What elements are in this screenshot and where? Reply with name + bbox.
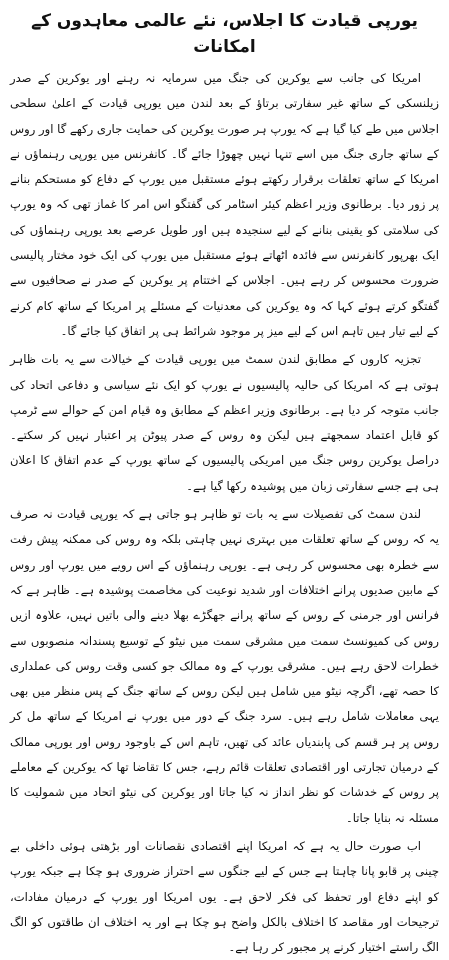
article-paragraph: اب صورت حال یہ ہے کہ امریکا اپنے اقتصادی نقصانات اور بڑھتی ہوئی داخلی بے چینی پر قابو پانا چاہتا ہے جس کے لیے جنگوں سے احتراز ضروری ہو چکا ہے جبکہ یورپ کو اپنے دفاع اور تحفظ کی فکر لاحق ہے۔ یوں امریکا اور یورپ کے درمیان مفادات، ترجیحات اور مقاصد کا اختلاف بالکل واضح ہو چکا ہے اور یہ اختلاف ان طاقتوں کو الگ الگ راستے اختیار کرنے پر مجبور کر رہا ہے۔	[10, 838, 439, 955]
article-title: یورپی قیادت کا اجلاس، نئے عالمی معاہدوں کے امکانات	[31, 11, 418, 57]
article-paragraph: امریکا کی جانب سے یوکرین کی جنگ میں سرمایہ نہ رہنے اور یوکرین کے صدر زیلنسکی کے ساتھ غیر سفارتی برتاؤ کے بعد لندن میں یورپی قیادت کے اعلیٰ سطحی اجلاس میں طے کیا گیا ہے کہ یورپ ہر صورت یوکرین کی حمایت جاری رکھے گا اور روس کے ساتھ جاری جنگ میں اسے تنہا نہیں چھوڑا جائے گا۔ کانفرنس میں یورپی رہنماؤں نے امریکا کے ساتھ تعلقات برقرار رکھتے ہوئے مستقبل میں یورپ کے دفاع کو مستحکم بنانے پر زور دیا۔ برطانوی وزیر اعظم کیئر اسٹامر کی گفتگو اس امر کا غماز تھی کہ وہ یورپ کی سلامتی کو یقینی بنانے کے لیے سنجیدہ ہیں اور طویل عرصے بعد یورپی رہنماؤں کی ایک بھرپور کانفرنس سے فائدہ اٹھاتے ہوئے مستقبل میں یورپ کی ایک خود مختار پالیسی ضرورت محسوس کر رہے ہیں۔ اجلاس کے اختتام پر یوکرین کے صدر نے صحافیوں سے گفتگو کرتے ہوئے کہا کہ وہ یوکرین کی معدنیات کے مسئلے پر امریکا کے ساتھ کام کرنے کے لیے تیار ہیں تاہم اس کے لیے میز پر موجود شرائط ہی پر اتفاق کیا جائے گا۔	[10, 71, 439, 338]
article-paragraph: لندن سمٹ کی تفصیلات سے یہ بات تو ظاہر ہو جاتی ہے کہ یورپی قیادت نہ صرف یہ کہ روس کے ساتھ تعلقات میں بہتری نہیں چاہتی بلکہ وہ روس کی ممکنہ پیش رفت سے خطرہ بھی محسوس کر رہی ہے۔ یورپی رہنماؤں کے اس رویے میں یورپ اور روس کے مابین صدیوں پرانے اختلافات اور شدید نوعیت کی مخاصمت پوشیدہ ہے۔ ظاہر ہے کہ فرانس اور جرمنی کے روس کے ساتھ پرانے جھگڑے بھلا دینے والی باتیں نہیں، علاوہ ازیں روس کی کمیونسٹ سمت میں مشرقی سمت میں نیٹو کے توسیع پسندانہ منصوبوں سے خطرات لاحق رہے ہیں۔ مشرقی یورپ کے وہ ممالک جو کسی وقت روس کی عملداری کا حصہ تھے، اگرچہ نیٹو میں شامل ہیں لیکن روس کے ساتھ جنگ کے پس منظر میں بھی یہی معاملات شامل رہے ہیں۔ سرد جنگ کے دور میں یورپ نے امریکا کے ساتھ مل کر روس پر ہر قسم کی پابندیاں عائد کی تھیں، تاہم اس کے باوجود روس اور یورپی ممالک کے درمیان تجارتی اور اقتصادی تعلقات قائم رہے، جس کا تقاضا تھا کہ یوکرین کے معاملے پر روس کے خدشات کو نظر انداز نہ کیا جاتا اور یوکرین کی نیٹو اتحاد میں شمولیت کا مسئلہ نہ بنایا جاتا۔	[10, 507, 439, 825]
article-body	[10, 66, 439, 960]
article-paragraph: تجزیہ کاروں کے مطابق لندن سمٹ میں یورپی قیادت کے خیالات سے یہ بات ظاہر ہوتی ہے کہ امریکا کی حالیہ پالیسیوں نے یورپ کو ایک نئے سیاسی و دفاعی اتحاد کی جانب متوجہ کر دیا ہے۔ برطانوی وزیر اعظم کے مطابق وہ قیام امن کے حوالے سے ٹرمپ کو قابل اعتماد سمجھتے ہیں لیکن وہ روس کے صدر پیوٹن پر اعتبار نہیں کر سکتے۔ دراصل یوکرین روس جنگ میں امریکی پالیسیوں کے ساتھ یورپ کے عدم اتفاق کا اعلان ہی ہے جسے سفارتی زبان میں پوشیدہ رکھا گیا ہے۔	[10, 352, 439, 493]
